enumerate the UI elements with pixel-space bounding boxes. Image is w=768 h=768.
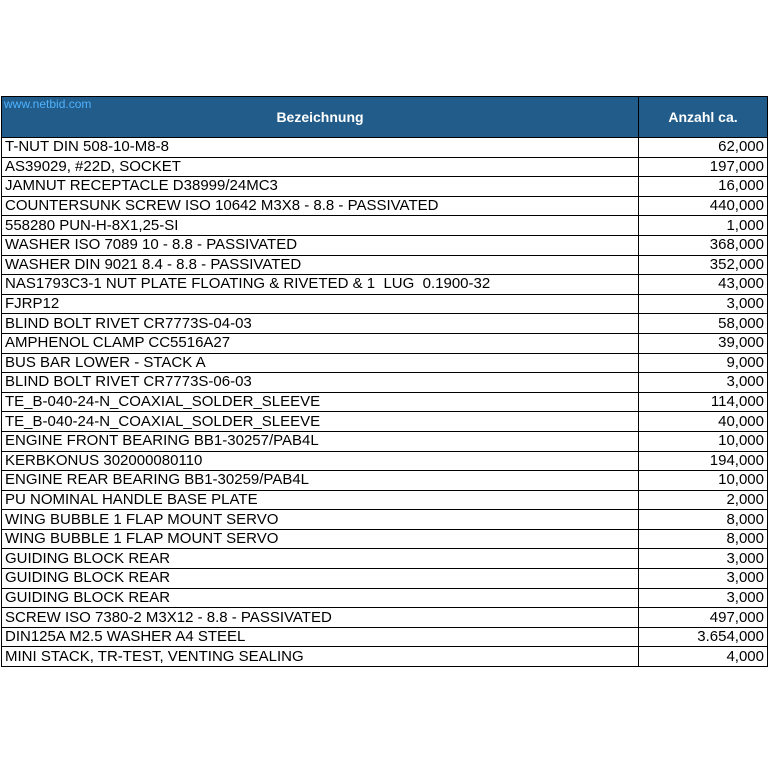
table-row: [2, 138, 768, 158]
cell-name: ENGINE REAR BEARING BB1-30259/PAB4L: [2, 471, 639, 491]
cell-name: MINI STACK, TR-TEST, VENTING SEALING: [2, 647, 639, 667]
cell-name: GUIDING BLOCK REAR: [2, 549, 639, 569]
cell-name: ENGINE FRONT BEARING BB1-30257/PAB4L: [2, 431, 639, 451]
cell-name: COUNTERSUNK SCREW ISO 10642 M3X8 - 8.8 - PASSIVATED: [2, 196, 639, 216]
table-row: [2, 255, 768, 275]
table-row: [2, 627, 768, 647]
table-row: [2, 275, 768, 295]
table-row: [2, 647, 768, 667]
cell-quantity: 4,000: [639, 647, 768, 667]
cell-name: FJRP12: [2, 294, 639, 314]
cell-quantity: 1,000: [639, 216, 768, 236]
table-row: [2, 588, 768, 608]
cell-name: WING BUBBLE 1 FLAP MOUNT SERVO: [2, 529, 639, 549]
cell-quantity: 40,000: [639, 412, 768, 432]
cell-name: BLIND BOLT RIVET CR7773S-06-03: [2, 373, 639, 393]
cell-quantity: 352,000: [639, 255, 768, 275]
cell-name: BLIND BOLT RIVET CR7773S-04-03: [2, 314, 639, 334]
table-row: [2, 392, 768, 412]
cell-quantity: 3,000: [639, 294, 768, 314]
cell-name: TE_B-040-24-N_COAXIAL_SOLDER_SLEEVE: [2, 392, 639, 412]
cell-name: JAMNUT RECEPTACLE D38999/24MC3: [2, 177, 639, 197]
cell-name: GUIDING BLOCK REAR: [2, 569, 639, 589]
cell-name: BUS BAR LOWER - STACK A: [2, 353, 639, 373]
table-row: [2, 431, 768, 451]
cell-quantity: 3,000: [639, 569, 768, 589]
cell-quantity: 43,000: [639, 275, 768, 295]
table-row: [2, 157, 768, 177]
table-row: [2, 569, 768, 589]
cell-name: WING BUBBLE 1 FLAP MOUNT SERVO: [2, 510, 639, 530]
table-row: [2, 373, 768, 393]
table-row: [2, 471, 768, 491]
table-row: [2, 510, 768, 530]
table-row: [2, 412, 768, 432]
cell-quantity: 368,000: [639, 235, 768, 255]
table-row: [2, 235, 768, 255]
parts-table: [1, 96, 768, 667]
table-row: [2, 451, 768, 471]
cell-quantity: 10,000: [639, 431, 768, 451]
table-row: [2, 314, 768, 334]
cell-quantity: 10,000: [639, 471, 768, 491]
cell-quantity: 194,000: [639, 451, 768, 471]
table-header-row: [2, 97, 768, 138]
cell-name: WASHER DIN 9021 8.4 - 8.8 - PASSIVATED: [2, 255, 639, 275]
cell-name: SCREW ISO 7380-2 M3X12 - 8.8 - PASSIVATED: [2, 608, 639, 628]
cell-name: TE_B-040-24-N_COAXIAL_SOLDER_SLEEVE: [2, 412, 639, 432]
table-row: [2, 608, 768, 628]
cell-name: 558280 PUN-H-8X1,25-SI: [2, 216, 639, 236]
cell-quantity: 8,000: [639, 529, 768, 549]
cell-quantity: 3,000: [639, 373, 768, 393]
cell-quantity: 3,000: [639, 549, 768, 569]
watermark-text: www.netbid.com: [4, 97, 92, 111]
table-body: [2, 138, 768, 667]
cell-name: DIN125A M2.5 WASHER A4 STEEL: [2, 627, 639, 647]
cell-quantity: 58,000: [639, 314, 768, 334]
cell-quantity: 2,000: [639, 490, 768, 510]
cell-name: T-NUT DIN 508-10-M8-8: [2, 138, 639, 158]
cell-quantity: 114,000: [639, 392, 768, 412]
cell-name: GUIDING BLOCK REAR: [2, 588, 639, 608]
column-header-name-label: Bezeichnung: [276, 109, 364, 125]
table-row: [2, 490, 768, 510]
table-row: [2, 294, 768, 314]
column-header-name: [2, 97, 639, 138]
table-row: [2, 529, 768, 549]
cell-quantity: 3,000: [639, 588, 768, 608]
cell-quantity: 39,000: [639, 333, 768, 353]
table-row: [2, 177, 768, 197]
column-header-quantity: Anzahl ca.: [639, 97, 768, 138]
cell-quantity: 197,000: [639, 157, 768, 177]
cell-name: AMPHENOL CLAMP CC5516A27: [2, 333, 639, 353]
cell-name: WASHER ISO 7089 10 - 8.8 - PASSIVATED: [2, 235, 639, 255]
table-row: [2, 333, 768, 353]
cell-quantity: 3.654,000: [639, 627, 768, 647]
cell-quantity: 440,000: [639, 196, 768, 216]
table-row: [2, 216, 768, 236]
cell-quantity: 62,000: [639, 138, 768, 158]
cell-name: AS39029, #22D, SOCKET: [2, 157, 639, 177]
cell-quantity: 16,000: [639, 177, 768, 197]
cell-name: PU NOMINAL HANDLE BASE PLATE: [2, 490, 639, 510]
cell-quantity: 8,000: [639, 510, 768, 530]
cell-quantity: 497,000: [639, 608, 768, 628]
cell-name: KERBKONUS 302000080110: [2, 451, 639, 471]
cell-name: NAS1793C3-1 NUT PLATE FLOATING & RIVETED & 1 LUG 0.1900-32: [2, 275, 639, 295]
cell-quantity: 9,000: [639, 353, 768, 373]
table-row: [2, 196, 768, 216]
table-row: [2, 353, 768, 373]
table-row: [2, 549, 768, 569]
